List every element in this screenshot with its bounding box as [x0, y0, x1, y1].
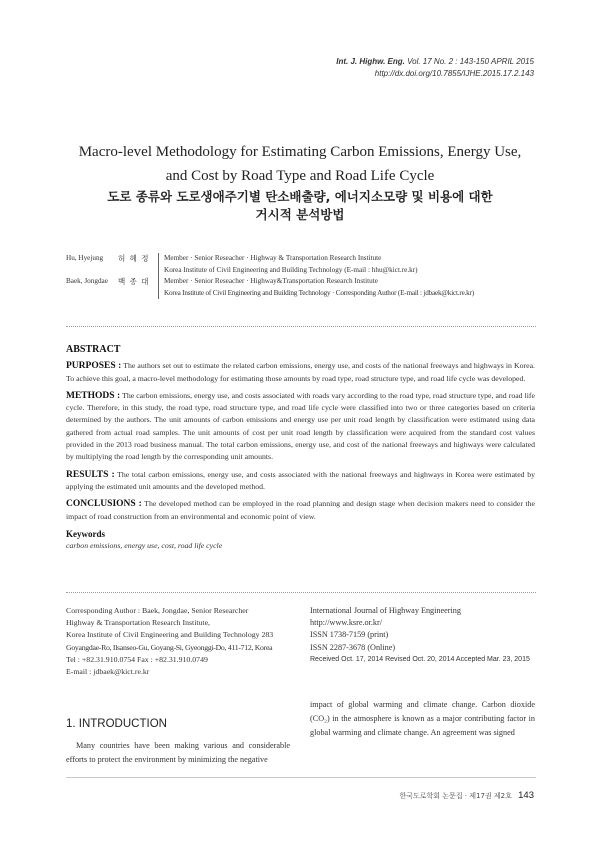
divider-dotted	[66, 592, 536, 593]
author-row	[66, 253, 536, 276]
abstract-conclusions: CONCLUSIONS : The developed method can be employed in the road planning and design stage when decision makers need to consider the impact of road construction from an environmental and economic point of view.	[66, 499, 535, 521]
footer-journal-name: 한국도로학회 논문집 · 제17권 제2호	[399, 792, 512, 800]
keywords-heading: Keywords	[66, 528, 105, 539]
section-heading-introduction: 1. INTRODUCTION	[66, 718, 167, 730]
title-english: Macro-level Methodology for Estimating Carbon Emissions, Energy Use, and Cost by Road Type and Road Life Cycle	[78, 144, 522, 184]
abstract-heading: ABSTRACT	[66, 344, 121, 355]
abstract-purposes: PURPOSES : The authors set out to estimate the related carbon emissions, energy use, and costs of the national freeways and highways in Korea. To achieve this goal, a macro-level methodology for estimating those amounts by road type, road structure type, and road life cycle was developed.	[66, 361, 535, 383]
journal-url[interactable]: http://www.ksre.or.kr/	[310, 618, 383, 628]
intro-column-left: Many countries have been making various and considerable efforts to protect the environment by minimizing the negative	[66, 741, 290, 764]
author-name-korean: 백 종 대	[118, 277, 150, 286]
author-block	[66, 253, 536, 299]
journal-citation: Int. J. Highw. Eng. Vol. 17 No. 2 : 143-150 APRIL 2015	[336, 57, 534, 66]
abstract-methods: METHODS : The carbon emissions, energy use, and costs associated with roads vary according to the road type, road structure type, and road life cycle. Therefore, in this study, the road type, road structure type, and road life cycle were classified into two or three categories based on criteria determined by the authors. The unit amounts of carbon emissions and energy use per unit road length by classification were estimated using data gathered from actual road samples. The unit amounts of cost per unit road length by classification were acquired from the standard cost values provided in the 2013 road business manual. The total carbon emissions, energy use, and cost of the national freeways and highways were calculated by multiplying the road length by the corresponding unit amounts.	[66, 390, 535, 462]
footer-rule	[66, 777, 536, 778]
page-number: 143	[518, 790, 534, 801]
journal-header	[336, 56, 534, 80]
author-affiliation: Member · Senior Reseacher · Highway & Transportation Research Institute Korea Institute of Civil Engineering and Building Technology (E-mail : hhu@kict.re.kr)	[164, 254, 418, 274]
received-dates: Received Oct. 17, 2014 Revised Oct. 20, 2014 Accepted Mar. 23, 2015	[310, 655, 530, 663]
intro-column-right: impact of global warming and climate change. Carbon dioxide (CO₂) in the atmosphere is known as a major contributing factor in global warming and climate change. An agreement was signed	[310, 700, 535, 737]
corresponding-author-info: Corresponding Author : Baek, Jongdae, Senior Researcher Highway & Transportation Research Institute, Korea Institute of Civil Engineering and Building Technology 283 Goyangdae-Ro, Ilsanseo-Gu, Goyang-Si, Gyeonggi-Do, 411-712, Korea Tel : +82.31.910.0754 Fax : +82.31.910.0749 E-mail : jdbaek@kict.re.kr	[66, 605, 296, 678]
corresponding-email[interactable]: E-mail : jdbaek@kict.re.kr	[66, 667, 150, 677]
author-name: Baek, Jongdae	[66, 277, 108, 285]
doi-link[interactable]: http://dx.doi.org/10.7855/IJHE.2015.17.2.143	[374, 69, 534, 78]
journal-info: International Journal of Highway Engineering http://www.ksre.or.kr/ ISSN 1738-7159 (print) ISSN 2287-3678 (Online) Received Oct. 17, 2014 Revised Oct. 20, 2014 Accepted Mar. 23, 2015	[310, 605, 540, 666]
page-footer	[400, 790, 535, 801]
author-name-korean: 허 혜 정	[118, 254, 150, 263]
abstract-results: RESULTS : The total carbon emissions, energy use, and costs associated with the national freeways and highways in Korea were estimated by applying the estimated unit amounts and the developed method.	[66, 469, 535, 491]
title-korean: 도로 종류와 도로생애주기별 탄소배출량, 에너지소모량 및 비용에 대한 거시적 분석방법	[107, 189, 493, 222]
keywords-list: carbon emissions, energy use, cost, road life cycle	[66, 541, 223, 551]
author-row	[66, 276, 536, 299]
author-name: Hu, Hyejung	[66, 254, 104, 262]
abstract-section	[66, 344, 535, 552]
author-affiliation: Member · Senior Reseacher · Highway&Transportation Research Institute Korea Institute of Civil Engineering and Building Technology · Corresponding Author (E-mail : jdbaek@kict.re.kr)	[164, 277, 474, 297]
divider-dotted	[66, 326, 536, 327]
